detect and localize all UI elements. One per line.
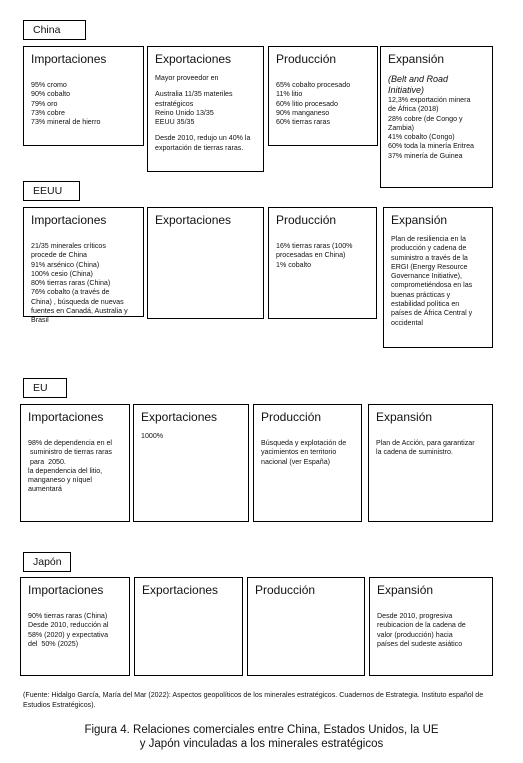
china-exportaciones-text-line: estratégicos <box>155 99 194 108</box>
china-exportaciones-text-line: EEUU 35/35 <box>155 118 195 127</box>
japon-expansion-text-line: países del sudeste asiático <box>377 639 463 648</box>
eeuu-importaciones-text-line: 80% tierras raras (China) <box>31 279 111 288</box>
japon-expansion-text-line: reubicacion de la cadena de <box>377 621 466 630</box>
eu-expansion-box <box>368 404 493 522</box>
eeuu-importaciones-text-line: China) , búsqueda de nuevas <box>31 297 124 306</box>
japon-exportaciones-title: Exportaciones <box>142 583 219 597</box>
china-produccion-text-line: 90% manganeso <box>276 108 330 117</box>
china-expansion-text-line: 60% toda la minería Eritrea <box>388 142 474 151</box>
china-exportaciones-text-line: exportación de tierras raras. <box>155 143 244 152</box>
spacer <box>28 432 123 439</box>
eu-produccion-text-line: yacimientos en territorio <box>261 448 337 457</box>
japon-importaciones-box <box>20 577 130 676</box>
eeuu-expansion-text-line: producción y cadena de <box>391 244 467 253</box>
region-label-eu: EU <box>23 378 67 398</box>
japon-expansion-box <box>369 577 493 676</box>
eeuu-importaciones-text-line: Brasil <box>31 316 49 325</box>
china-expansion-italic-line: (Belt and Road <box>388 74 449 84</box>
region-label-japon: Japón <box>23 552 71 572</box>
china-produccion-text-line: 60% litio procesado <box>276 99 338 108</box>
eu-exportaciones-text-line: 1000% <box>141 432 164 440</box>
japon-produccion-title: Producción <box>255 583 316 597</box>
eeuu-expansion-text-line: suministro a través de la <box>391 253 468 262</box>
eeuu-expansion-text-line: buenas prácticas y <box>391 290 451 299</box>
figure-caption <box>0 723 523 751</box>
china-exportaciones-text-line: Reino Unido 13/35 <box>155 108 214 117</box>
eu-importaciones-text-line: aumentará <box>28 485 62 494</box>
china-importaciones-box <box>23 46 144 146</box>
japon-importaciones-title: Importaciones <box>28 583 104 597</box>
japon-produccion-box <box>247 577 365 676</box>
spacer <box>376 432 486 439</box>
japon-expansion-text-line: valor (producción) hacia <box>377 630 453 639</box>
spacer <box>155 83 257 90</box>
china-expansion-title: Expansión <box>388 52 445 66</box>
eu-produccion-box <box>253 404 362 522</box>
caption-line-1: Figura 4. Relaciones comerciales entre China, Estados Unidos, la UE <box>84 724 439 736</box>
eeuu-exportaciones-box <box>147 207 264 319</box>
china-expansion-box <box>380 46 493 188</box>
japon-importaciones-text-line: 58% (2020) y expectativa <box>28 630 109 639</box>
eu-importaciones-text-line: suministro de tierras raras <box>28 448 112 457</box>
japon-expansion-text-line: Desde 2010, progresiva <box>377 612 453 620</box>
eeuu-expansion-text-line: Plan de resiliencia en la <box>391 235 466 243</box>
eu-importaciones-title: Importaciones <box>28 410 104 424</box>
eeuu-importaciones-text-line: 76% cobalto (a través de <box>31 288 110 297</box>
eu-importaciones-text-line: manganeso y níquel <box>28 476 92 485</box>
japon-expansion-title: Expansión <box>377 583 434 597</box>
eeuu-expansion-text-line: comprometiéndosa en las <box>391 281 473 290</box>
spacer <box>261 432 355 439</box>
eu-expansion-text-line: Plan de Acción, para garantizar <box>376 439 475 447</box>
china-produccion-title: Producción <box>276 52 337 66</box>
eeuu-expansion-title: Expansión <box>391 213 448 227</box>
china-expansion-text-line: de África (2018) <box>388 105 439 114</box>
china-exportaciones-text-line: Australia 11/35 materiles <box>155 90 233 99</box>
china-produccion-box <box>268 46 378 146</box>
eeuu-expansion-text-line: ERGI (Energy Resource <box>391 262 468 271</box>
eu-produccion-text-line: nacional (ver España) <box>261 457 331 466</box>
spacer <box>155 127 257 134</box>
region-label-china: China <box>23 20 86 40</box>
china-importaciones-text-line: 90% cobalto <box>31 90 71 99</box>
japon-importaciones-text-line: Desde 2010, reducción al <box>28 621 109 630</box>
china-expansion-text-line: 28% cobre (de Congo y <box>388 114 463 123</box>
eu-importaciones-box <box>20 404 130 522</box>
japon-exportaciones-box <box>134 577 243 676</box>
eeuu-expansion-box <box>383 207 493 348</box>
eu-exportaciones-box <box>133 404 249 522</box>
china-importaciones-text-line: 95% cromo <box>31 81 67 89</box>
eeuu-produccion-title: Producción <box>276 213 337 227</box>
eeuu-produccion-text-line: procesadas en China) <box>276 251 346 260</box>
eu-produccion-title: Producción <box>261 410 322 424</box>
eeuu-importaciones-text-line: procede de China <box>31 251 88 260</box>
eeuu-importaciones-text-line: fuentes en Canadá, Australia y <box>31 307 128 316</box>
eeuu-expansion-text-line: estabilidad política en <box>391 300 460 309</box>
eeuu-importaciones-text-line: 91% arsénico (China) <box>31 260 100 269</box>
china-produccion-text-line: 11% litio <box>276 90 303 99</box>
spacer <box>31 235 137 242</box>
spacer <box>276 74 371 81</box>
china-exportaciones-box <box>147 46 264 172</box>
eu-exportaciones-title: Exportaciones <box>141 410 218 424</box>
eeuu-produccion-box <box>268 207 377 319</box>
china-expansion-italic-line: Initiative) <box>388 85 425 95</box>
eeuu-exportaciones-title: Exportaciones <box>155 213 232 227</box>
china-produccion-text-line: 60% tierras raras <box>276 118 331 127</box>
china-importaciones-text-line: 73% mineral de hierro <box>31 118 101 127</box>
japon-importaciones-text-line: del 50% (2025) <box>28 639 79 648</box>
source-note: (Fuente: Hidalgo García, María del Mar (2022): Aspectos geopolíticos de los minerales estratégicos. Cuadernos de Estrategia. Instituto español de Estudios Estratégicos). <box>23 691 484 709</box>
china-importaciones-text-line: 79% oro <box>31 99 58 108</box>
china-expansion-text-line: 37% minería de Guinea <box>388 151 463 160</box>
eu-importaciones-text-line: para 2050. <box>28 457 66 466</box>
eeuu-importaciones-text-line: 100% cesio (China) <box>31 269 93 278</box>
japon-importaciones-text-line: 90% tierras raras (China) <box>28 612 108 620</box>
china-exportaciones-text-line: Desde 2010, redujo un 40% la <box>155 134 251 143</box>
eu-importaciones-text-line: la dependencia del litio, <box>28 466 103 475</box>
china-produccion-text-line: 65% cobalto procesado <box>276 81 351 89</box>
china-exportaciones-text-line: Mayor proveedor en <box>155 74 219 82</box>
eu-produccion-text-line: Búsqueda y explotación de <box>261 439 347 447</box>
eeuu-expansion-text-line: países de África Central y <box>391 309 473 318</box>
china-expansion-text-line: Zambia) <box>388 123 415 132</box>
spacer <box>28 605 123 612</box>
eeuu-produccion-text-line: 16% tierras raras (100% <box>276 242 353 250</box>
eeuu-expansion-text-line: occidental <box>391 318 423 327</box>
spacer <box>31 74 137 81</box>
region-label-eeuu: EEUU <box>23 181 80 201</box>
eu-expansion-text-line: la cadena de suministro. <box>376 448 453 457</box>
eeuu-importaciones-box <box>23 207 144 325</box>
eeuu-importaciones-text-line: 21/35 minerales críticos <box>31 242 106 250</box>
spacer <box>276 235 370 242</box>
eu-importaciones-text-line: 98% de dependencia en el <box>28 439 113 447</box>
eeuu-importaciones-title: Importaciones <box>31 213 107 227</box>
spacer <box>377 605 486 612</box>
eu-expansion-title: Expansión <box>376 410 433 424</box>
china-importaciones-title: Importaciones <box>31 52 107 66</box>
china-importaciones-text-line: 73% cobre <box>31 108 65 117</box>
caption-line-2: y Japón vinculadas a los minerales estratégicos <box>139 738 384 750</box>
eeuu-expansion-text-line: Governance Initiative), <box>391 272 462 281</box>
china-expansion-text-line: 41% cobalto (Congo) <box>388 133 455 142</box>
china-expansion-text-line: 12,3% exportación minera <box>388 96 471 104</box>
eeuu-produccion-text-line: 1% cobalto <box>276 260 312 269</box>
china-exportaciones-title: Exportaciones <box>155 52 232 66</box>
